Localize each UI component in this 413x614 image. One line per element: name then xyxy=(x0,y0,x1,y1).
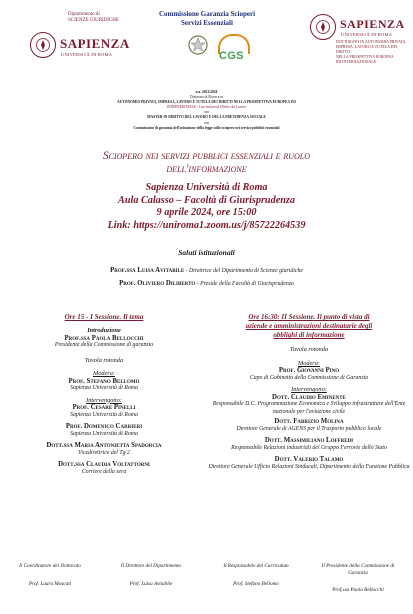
event-details xyxy=(20,182,393,232)
signature-name: Prof. Stefano Bellomo xyxy=(233,580,279,587)
center-title-1: Commissione Garanzia Scioperi xyxy=(158,10,256,18)
right-line: NELLA PROSPETTIVA EUROPEA xyxy=(336,55,394,59)
left-logo-sub: UNIVERSITÀ DI ROMA xyxy=(61,52,113,57)
moderator-role: Sapienza Università di Roma xyxy=(70,385,138,391)
speaker-name: Dott. Fabrizio Molina xyxy=(274,418,344,425)
right-logo-sub: UNIVERSITÀ DI ROMA xyxy=(341,32,393,37)
intro-line: con xyxy=(203,120,210,125)
saluti-name: Prof.ssa Luisa Avitabile xyxy=(110,267,185,274)
event-date: 9 aprile 2024, ore 15:00 xyxy=(156,207,257,218)
left-session-heading: Ore 15 - I Sessione. Il tema xyxy=(64,313,144,321)
right-header-lines xyxy=(336,40,410,65)
saluti-heading: Saluti istituzionali xyxy=(178,248,235,257)
intro-line: Dottorato di Ricerca in xyxy=(189,95,224,100)
page-title xyxy=(30,150,383,176)
speaker-role: Direttore Generale di AGENS per il Trasporto pubblico locale xyxy=(236,425,382,432)
saluti-name: Prof. Oliviero Diliberto xyxy=(119,280,196,287)
center-title-2: Servizi Essenziali xyxy=(181,19,233,27)
right-heading-line: Ore 16:30: II Sessione. Il punto di vista di xyxy=(248,313,370,321)
right-heading-line: aziende e amministrazioni destinatarie degli xyxy=(245,322,373,330)
saluti-item xyxy=(20,263,393,276)
signature-block xyxy=(112,563,190,587)
signature-block xyxy=(14,563,86,587)
speaker-name: Dott.ssa Claudia Voltattorni xyxy=(58,461,150,468)
intro-speaker-name: Prof.ssa Paola Bellocchi xyxy=(64,334,144,342)
intervengono-label: Intervengono: xyxy=(86,396,122,404)
event-place-2: Aula Calasso – Facoltà di Giurisprudenza xyxy=(118,194,295,206)
speaker-name: Dott. Valerio Talamo xyxy=(274,456,344,463)
right-line: IMPRESA, LAVORO E TUTELA DEI DIRITTI xyxy=(336,45,398,54)
speaker-name: Prof. Cesare Pinelli xyxy=(72,404,136,411)
left-logo-word: SAPIENZA xyxy=(60,36,130,51)
intro-label: Introduzione xyxy=(87,327,121,334)
right-line: ED INTERNAZIONALE xyxy=(336,60,377,64)
title-line-2: dell'informazione xyxy=(166,163,247,175)
speaker-role: Corriere della sera xyxy=(81,468,127,475)
saluti-role: - Direttrice del Dipartimento di Scienze giuridiche xyxy=(184,268,303,274)
speaker-name: Dott.ssa Maria Antonietta Spadorcia xyxy=(46,442,162,449)
right-heading-line: obblighi di informazione xyxy=(273,331,345,339)
right-line: DOTTORATO IN AUTONOMIA PRIVATA, xyxy=(336,40,407,44)
moderator-name: Prof. Stefano Bellomo xyxy=(68,377,140,385)
speaker-name: Dott. Claudio Eminente xyxy=(272,393,346,401)
saluti-role: - Preside della Facoltà di Giurisprudenza xyxy=(195,281,294,287)
speaker-role: Sapienza Università di Roma xyxy=(70,411,138,418)
cgs-text: CGS xyxy=(219,50,244,62)
right-logo-word: SAPIENZA xyxy=(340,17,405,31)
event-place-1: Sapienza Università di Roma xyxy=(145,182,268,193)
left-session xyxy=(4,313,204,476)
republic-emblem-icon xyxy=(187,34,209,58)
intro-speaker-role: Presidente della Commissione di garanzia xyxy=(54,342,154,348)
speaker-name: Dott. Massimiliano Loffredi xyxy=(264,437,354,444)
event-link[interactable]: Link: https://uniroma1.zoom.us/j/85722264539 xyxy=(107,219,306,231)
tavola-label: Tavola rotonda xyxy=(84,356,124,364)
intro-line: AUTONOMIA PRIVATA, IMPRESA, LAVORO E TUTELA DEI DIRITTI NELLA PROSPETTIVA EUROPEA ED xyxy=(117,100,296,105)
speaker-role: Sapienza Università di Roma xyxy=(70,430,138,437)
intro-line: a.a. 2023/2024 xyxy=(195,90,218,94)
speaker-name: Prof. Domenico Carrieri xyxy=(65,423,143,430)
right-session xyxy=(208,313,410,471)
speaker-role: Responsabile Relazioni industriali del Gruppo Ferrovie dello Stato xyxy=(231,444,387,451)
signature-name: Prof. Luisa Avitabile xyxy=(129,580,173,587)
moderator-role: Capo di Gabinetto della Commissione di Garanzia xyxy=(249,374,369,381)
dept-line-1: Dipartimento di xyxy=(68,12,100,17)
intro-line: MASTER IN DIRITTO DEL LAVORO E DELLA PREVIDENZA SOCIALE xyxy=(147,115,266,120)
signature-name: Prof.ssa Paola Bellocchi xyxy=(332,587,384,593)
modera-label: Modera: xyxy=(92,370,116,377)
speaker-role: Responsabile D.C. Programmazione Economica e Sviluppo infrastrutture dell'Ente nazionale per l'aviazione civile xyxy=(212,401,406,415)
signature-title: Il Responsabile del Curriculum xyxy=(223,563,289,569)
sapienza-seal-icon xyxy=(30,32,56,58)
intro-line: Commissione di garanzia dell'attuazione della legge sullo sciopero nei servizi pubblici essenziali xyxy=(133,125,280,130)
tavola-label: Tavola rotonda xyxy=(289,346,329,353)
cgs-logo xyxy=(216,32,250,68)
speaker-role: Vicedirettrice del Tg 2 xyxy=(78,449,130,456)
dept-line-2: SCIENZE GIURIDICHE xyxy=(68,18,119,23)
saluti-section xyxy=(20,248,393,289)
title-line-1: Sciopero nei servizi pubblici essenziali e ruolo xyxy=(102,150,311,162)
right-sapienza-seal-icon xyxy=(310,14,336,40)
signature-block xyxy=(312,563,404,594)
intro-line: con xyxy=(203,110,210,115)
center-header xyxy=(140,10,274,28)
intervengono-label: Intervengono: xyxy=(291,386,327,393)
saluti-item xyxy=(20,276,393,289)
signature-title: Il Presidente della Commissione di Garanzia xyxy=(321,563,395,576)
signature-block xyxy=(214,563,298,587)
intro-line: INTERNAZIONALE - Curriculum di Diritto del Lavoro xyxy=(166,105,247,110)
speaker-role: Direttore Generale Ufficio Relazioni Sindacali, Dipartimento della Funzione Pubblica xyxy=(208,463,410,470)
intro-lines xyxy=(40,90,373,131)
modera-label: Modera: xyxy=(297,359,321,367)
moderator-name: Prof. Giovanni Pino xyxy=(278,367,340,374)
signature-name: Prof. Laura Moscati xyxy=(28,580,72,587)
signature-title: Il Direttore del Dipartimento xyxy=(120,563,182,569)
signature-title: Il Coordinatore del Dottorato xyxy=(19,563,81,569)
right-session-heading xyxy=(208,313,410,340)
